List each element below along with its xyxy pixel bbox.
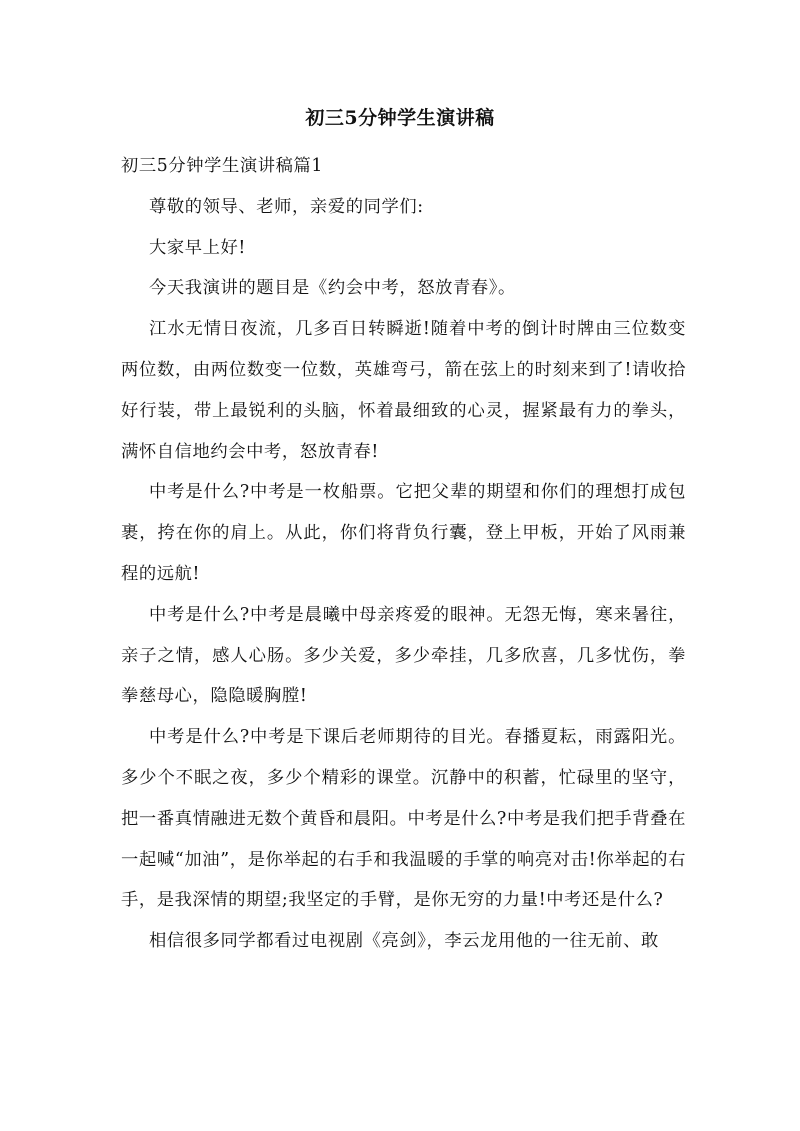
paragraph-countdown: 江水无情日夜流，几多百日转瞬逝!随着中考的倒计时牌由三位数变两位数，由两位数变一位数，英雄弯弓，箭在弦上的时刻来到了!请收拾好行装，带上最锐利的头脑，怀着最细致的心灵，握紧最有力的拳头，满怀自信地约会中考，怒放青春! <box>121 319 686 462</box>
paragraph-good-morning: 大家早上好! <box>149 237 246 258</box>
section-heading: 初三5分钟学生演讲稿篇1 <box>121 156 324 176</box>
document-body <box>121 146 686 962</box>
paragraph-mother: 中考是什么?中考是晨曦中母亲疼爱的眼神。无怨无悔，寒来暑往，亲子之情，感人心肠。多少关爱，多少牵挂，几多欣喜，几多忧伤，拳拳慈母心，隐隐暖胸膛! <box>121 604 686 707</box>
paragraph-teacher: 中考是什么?中考是下课后老师期待的目光。春播夏耘，雨露阳光。多少个不眠之夜，多少个精彩的课堂。沉静中的积蓄，忙碌里的坚守，把一番真情融进无数个黄昏和晨阳。中考是什么?中考是我们把手背叠在一起喊“加油”，是你举起的右手和我温暖的手掌的响亮对击!你举起的右手，是我深情的期望;我坚定的手臂，是你无穷的力量!中考还是什么? <box>121 727 686 911</box>
paragraph-greeting: 尊敬的领导、老师，亲爱的同学们: <box>149 196 424 217</box>
paragraph-liangjian: 相信很多同学都看过电视剧《亮剑》，李云龙用他的一往无前、敢 <box>149 931 659 952</box>
paragraph-topic: 今天我演讲的题目是《约会中考，怒放青春》。 <box>149 278 516 299</box>
paragraph-ship-ticket: 中考是什么?中考是一枚船票。它把父辈的期望和你们的理想打成包裹，挎在你的肩上。从此，你们将背负行囊，登上甲板，开始了风雨兼程的远航! <box>121 482 686 584</box>
document-title: 初三5分钟学生演讲稿 <box>305 107 495 129</box>
